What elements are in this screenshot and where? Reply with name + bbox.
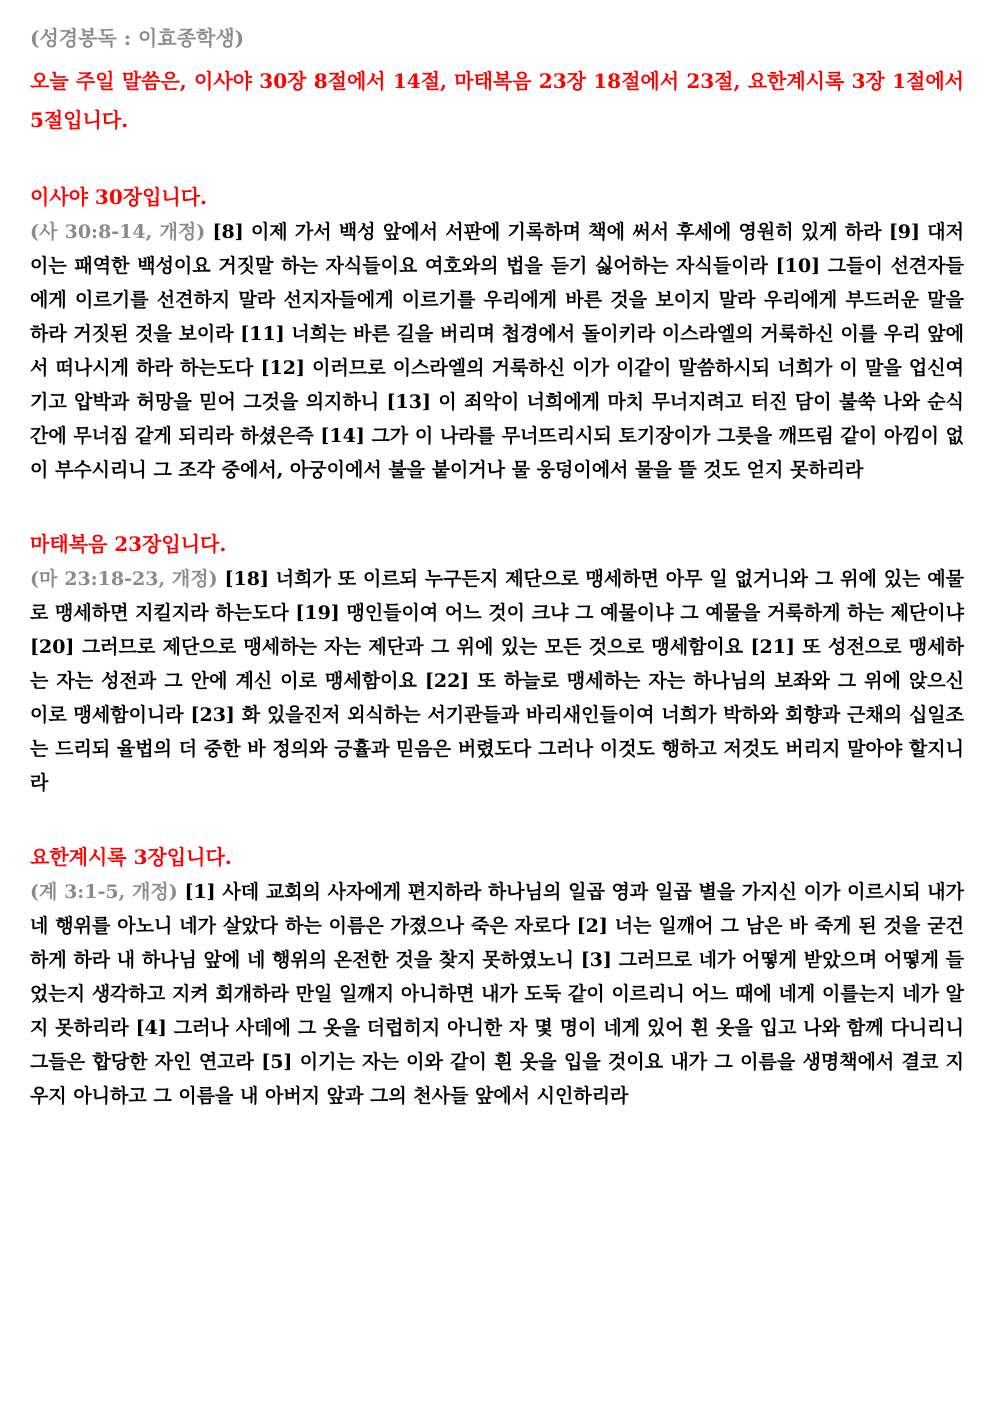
passage-body: [1] 사데 교회의 사자에게 편지하라 하나님의 일곱 영과 일곱 별을 가지신 이가 이르시되 내가 네 행위를 아노니 네가 살았다 하는 이름은 가졌으나 죽은 자로다 [2] 너는 일깨어 그 남은 바 죽게 된 것을 굳건하게 하라 내 하나님 앞에 네 행위의 온전한 것을 찾지 못하였노니 [3] 그러므로 네가 어떻게 받았으며 어떻게 들었는지 생각하고 지켜 회개하라 만일 일깨지 아니하면 내가 도둑 같이 이르리니 어느 때에 네게 이를는지 네가 알지 못하리라 [4] 그러나 사데에 그 옷을 더럽히지 아니한 자 몇 명이 네게 있어 흰 옷을 입고 나와 함께 다니리니 그들은 합당한 자인 연고라 [5] 이기는 자는 이와 같이 흰 옷을 입을 것이요 내가 그 이름을 생명책에서 결코 지우지 아니하고 그 이름을 내 아버지 앞과 그의 천사들 앞에서 시인하리라 — [30, 881, 965, 1107]
passage-text — [30, 562, 964, 800]
reader-credit: (성경봉독 : 이효종학생) — [30, 26, 245, 50]
section-spacer — [30, 140, 964, 179]
passage-text — [30, 215, 964, 487]
passage-reference: (마 23:18-23, 개정) — [30, 568, 218, 590]
section-title: 요한계시록 3장입니다. — [30, 845, 232, 869]
section-title: 이사야 30장입니다. — [30, 185, 207, 209]
section-spacer — [30, 800, 964, 839]
intro-announcement: 오늘 주일 말씀은, 이사야 30장 8절에서 14절, 마태복음 23장 18절에서 23절, 요한계시록 3장 1절에서 5절입니다. — [30, 69, 964, 132]
passage-reference: (사 30:8-14, 개정) — [30, 221, 206, 243]
section-title: 마태복음 23장입니다. — [30, 532, 227, 556]
passage-section-revelation — [30, 839, 964, 1113]
passage-reference: (계 3:1-5, 개정) — [30, 881, 178, 903]
document-page — [30, 18, 964, 1113]
passage-text — [30, 875, 964, 1113]
passage-body: [18] 너희가 또 이르되 누구든지 제단으로 맹세하면 아무 일 없거니와 그 위에 있는 예물로 맹세하면 지킬지라 하는도다 [19] 맹인들이여 어느 것이 크냐 그 예물이냐 그 예물을 거룩하게 하는 제단이냐 [20] 그러므로 제단으로 맹세하는 자는 제단과 그 위에 있는 모든 것으로 맹세함이요 [21] 또 성전으로 맹세하는 자는 성전과 그 안에 계신 이로 맹세함이요 [22] 또 하늘로 맹세하는 자는 하나님의 보좌와 그 위에 앉으신 이로 맹세함이니라 [23] 화 있을진저 외식하는 서기관들과 바리새인들이여 너희가 박하와 회향과 근채의 십일조는 드리되 율법의 더 중한 바 정의와 긍휼과 믿음은 버렸도다 그러나 이것도 행하고 저것도 버리지 말아야 할지니라 — [30, 568, 964, 794]
section-spacer — [30, 487, 964, 526]
passage-body: [8] 이제 가서 백성 앞에서 서판에 기록하며 책에 써서 후세에 영원히 있게 하라 [9] 대저 이는 패역한 백성이요 거짓말 하는 자식들이요 여호와의 법을 듣기 싫어하는 자식들이라 [10] 그들이 선견자들에게 이르기를 선견하지 말라 선지자들에게 이르기를 우리에게 바른 것을 보이지 말라 우리에게 부드러운 말을 하라 거짓된 것을 보이라 [11] 너희는 바른 길을 버리며 첩경에서 돌이키라 이스라엘의 거룩하신 이를 우리 앞에서 떠나시게 하라 하는도다 [12] 이러므로 이스라엘의 거룩하신 이가 이같이 말씀하시되 너희가 이 말을 업신여기고 압박과 허망을 믿어 그것을 의지하니 [13] 이 죄악이 너희에게 마치 무너지려고 터진 담이 불쑥 나와 순식간에 무너짐 같게 되리라 하셨은즉 [14] 그가 이 나라를 무너뜨리시되 토기장이가 그릇을 깨뜨림 같이 아낌이 없이 부수시리니 그 조각 중에서, 아궁이에서 불을 붙이거나 물 웅덩이에서 물을 뜰 것도 얻지 못하리라 — [30, 221, 964, 481]
passage-section-isaiah — [30, 179, 964, 487]
passage-section-matthew — [30, 526, 964, 800]
